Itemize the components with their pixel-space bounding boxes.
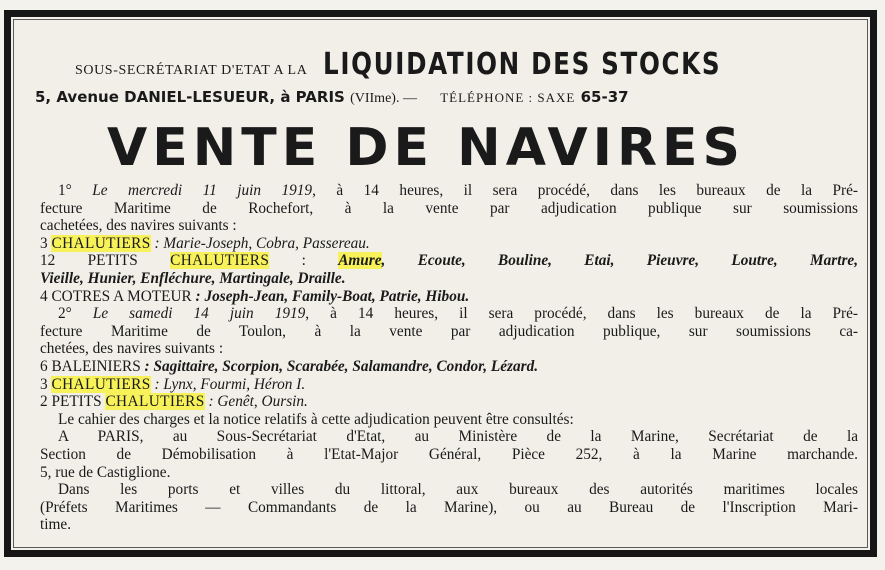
ship-names: : Joseph-Jean, Family-Boat, Patrie, Hibou. [195,287,470,305]
sale1-date: Le mercredi 11 juin 1919 [92,182,313,199]
header-address: 5, Avenue DANIEL-LESUEUR, à PARIS [35,88,345,106]
info-p2-b: Section de Démobilisation à l'Etat-Major Général, Pièce 252, à la Marine marchande. [40,445,858,463]
sale1-text-b: fecture Maritime de Rochefort, à la vente par adjudication publique sur soumissions [40,199,858,217]
colon: : [301,252,306,270]
sale1-line-2 [40,270,858,288]
ship-type: CHALUTIERS [51,375,151,393]
sale2-text-a: , à 14 heures, il sera procédé, dans les bureaux de la Pré- [305,305,859,323]
sale2-text-b: fecture Maritime de Toulon, à la vente par adjudication publique, sur soumissions ca- [40,322,858,340]
header-arrondissement: (VIIme). — [350,91,417,106]
header-prefix: SOUS-SECRÉTARIAT D'ETAT A LA [75,63,308,78]
sale1-intro [40,182,858,200]
sale2-date: Le samedi 14 juin 1919 [92,305,306,323]
sale1-number: 1° [58,182,72,199]
notice-body [40,182,858,534]
ship-names: : Genêt, Oursin. [208,393,308,411]
header-agency: LIQUIDATION DES STOCKS [323,47,722,82]
ship-count: 6 BALEINIERS [40,357,141,375]
ship-type: CHALUTIERS [51,234,151,252]
info-p2-a: A PARIS, au Sous-Secrétariat d'Etat, au Ministère de la Marine, Secrétariat de la [58,428,858,446]
info-p1: Le cahier des charges et la notice relatifs à cette adjudication peuvent être consultés: [58,410,574,428]
ship-count: 3 [40,234,48,252]
info-p3-b: (Préfets Maritimes — Commandants de la Marine), ou au Bureau de l'Inscription Mari- [40,498,858,516]
ship-names: , Ecoute, Bouline, Etai, Pieuvre, Loutre, Martre, [381,252,859,270]
sale2-line-1 [40,376,858,394]
sale2-intro [40,305,858,323]
page-title: VENTE DE NAVIRES [107,118,746,178]
ship-count: 12 PETITS [40,252,138,270]
ship-name-highlight: Amure [338,252,382,270]
info-p3-c: time. [40,516,72,534]
sale1-line-1 [40,252,858,270]
header-phone-label: TÉLÉPHONE : SAXE [440,90,576,105]
ship-type: CHALUTIERS [170,252,270,270]
ship-type: CHALUTIERS [105,393,205,411]
sale2-text-c: chetées, des navires suivants : [40,340,224,358]
sale1-text-c: cachetées, des navires suivants : [40,217,237,235]
ship-count: 4 COTRES A MOTEUR [40,287,192,305]
info-p3-a: Dans les ports et villes du littoral, aux bureaux des autorités maritimes locales [58,481,858,499]
ship-count: 2 PETITS [40,393,102,411]
sale2-line-2 [40,393,858,411]
sale2-number: 2° [58,305,72,323]
header-line-1 [75,47,809,82]
sale1-text-a: , à 14 heures, il sera procédé, dans les bureaux de la Pré- [312,182,859,199]
ship-names: : Sagittaire, Scorpion, Scarabée, Salamandre, Condor, Lézard. [144,357,539,375]
info-p2-c: 5, rue de Castiglione. [40,463,171,481]
ship-count: 3 [40,375,48,393]
sale1-line-3 [40,288,858,306]
header-phone-number: 65-37 [580,88,629,106]
ship-names: : Lynx, Fourmi, Héron I. [154,375,306,393]
ship-names: : Marie-Joseph, Cobra, Passereau. [154,234,370,252]
sale1-line-0 [40,235,858,253]
sale2-line-0 [40,358,858,376]
ship-names: Vieille, Hunier, Enfléchure, Martingale, Draille. [40,269,346,287]
header-line-2 [35,88,860,107]
